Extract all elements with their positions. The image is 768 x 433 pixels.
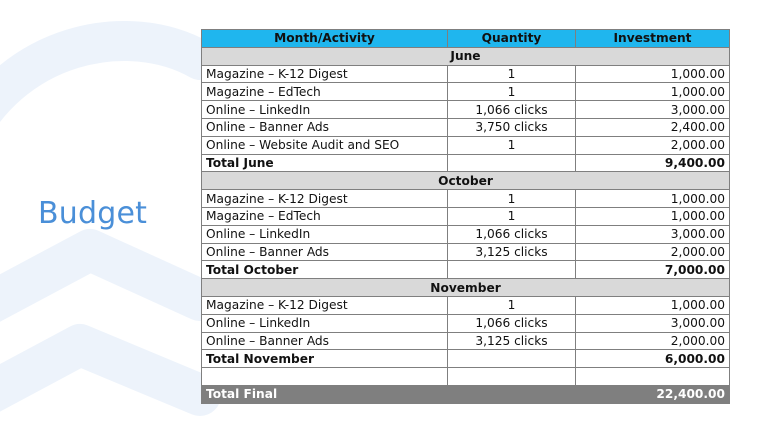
investment-cell: 3,000.00 [576,101,730,119]
investment-cell: 2,000.00 [576,332,730,350]
activity-cell: Online – Banner Ads [202,118,448,136]
activity-cell: Online – Website Audit and SEO [202,136,448,154]
section-row-november [202,279,730,297]
header-investment: Investment [576,30,730,48]
total-label: Total October [202,261,448,279]
total-row-june [202,154,730,172]
empty-cell [448,261,576,279]
table-header-row [202,30,730,48]
activity-cell: Online – LinkedIn [202,101,448,119]
activity-cell: Online – Banner Ads [202,243,448,261]
activity-cell: Online – Banner Ads [202,332,448,350]
total-final-row [202,385,730,403]
table-row [202,65,730,83]
section-label: June [202,47,730,65]
investment-cell: 2,000.00 [576,136,730,154]
total-label: Total November [202,350,448,368]
section-row-june [202,47,730,65]
activity-cell: Magazine – K-12 Digest [202,296,448,314]
section-row-october [202,172,730,190]
investment-cell: 2,400.00 [576,118,730,136]
slide-title: Budget [38,196,148,231]
investment-cell: 3,000.00 [576,314,730,332]
table-row [202,225,730,243]
empty-cell [448,350,576,368]
activity-cell: Magazine – K-12 Digest [202,65,448,83]
quantity-cell: 1,066 clicks [448,314,576,332]
investment-cell: 1,000.00 [576,190,730,208]
investment-cell: 2,000.00 [576,243,730,261]
quantity-cell: 3,125 clicks [448,332,576,350]
table-row [202,190,730,208]
table-row [202,83,730,101]
table-row [202,101,730,119]
total-row-november [202,350,730,368]
header-month-activity: Month/Activity [202,30,448,48]
table-row [202,332,730,350]
activity-cell: Online – LinkedIn [202,225,448,243]
activity-cell: Magazine – K-12 Digest [202,190,448,208]
investment-cell: 1,000.00 [576,83,730,101]
quantity-cell: 1 [448,190,576,208]
total-value: 7,000.00 [576,261,730,279]
quantity-cell: 3,750 clicks [448,118,576,136]
table-row [202,136,730,154]
total-row-october [202,261,730,279]
activity-cell: Online – LinkedIn [202,314,448,332]
table-row [202,296,730,314]
investment-cell: 1,000.00 [576,296,730,314]
final-value: 22,400.00 [576,385,730,403]
total-value: 9,400.00 [576,154,730,172]
quantity-cell: 1,066 clicks [448,225,576,243]
quantity-cell: 1 [448,83,576,101]
empty-cell [448,385,576,403]
final-label: Total Final [202,385,448,403]
spacer-row [202,368,730,386]
quantity-cell: 3,125 clicks [448,243,576,261]
total-value: 6,000.00 [576,350,730,368]
quantity-cell: 1 [448,136,576,154]
empty-cell [576,368,730,386]
quantity-cell: 1 [448,296,576,314]
empty-cell [448,368,576,386]
investment-cell: 1,000.00 [576,65,730,83]
activity-cell: Magazine – EdTech [202,83,448,101]
section-label: November [202,279,730,297]
empty-cell [202,368,448,386]
budget-table [201,29,730,404]
table-row [202,314,730,332]
header-quantity: Quantity [448,30,576,48]
quantity-cell: 1 [448,207,576,225]
table-row [202,207,730,225]
activity-cell: Magazine – EdTech [202,207,448,225]
section-label: October [202,172,730,190]
table-row [202,243,730,261]
quantity-cell: 1 [448,65,576,83]
investment-cell: 1,000.00 [576,207,730,225]
quantity-cell: 1,066 clicks [448,101,576,119]
empty-cell [448,154,576,172]
table-row [202,118,730,136]
investment-cell: 3,000.00 [576,225,730,243]
total-label: Total June [202,154,448,172]
